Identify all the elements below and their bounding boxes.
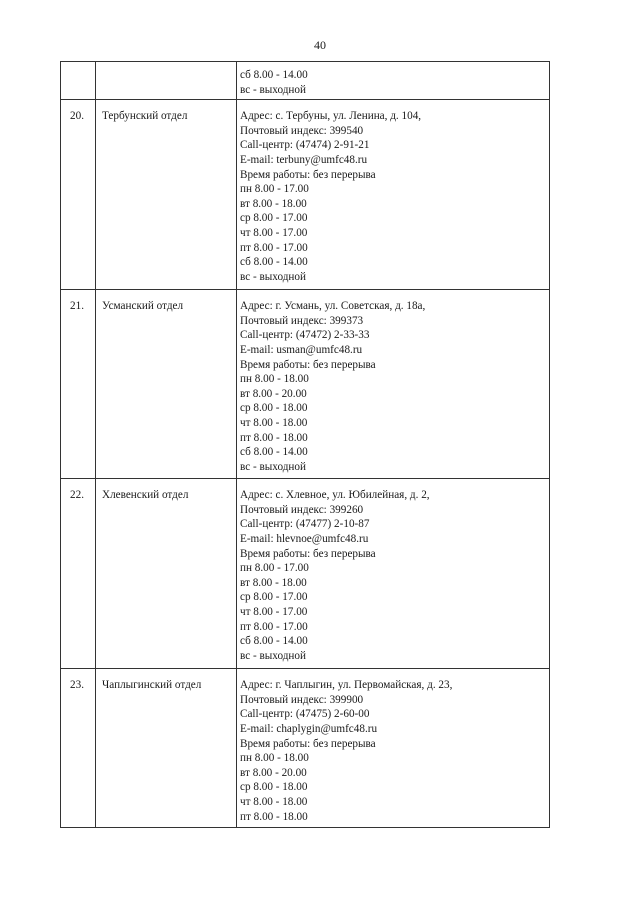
- office-row: [61, 479, 550, 669]
- office-hours-sun: вс - выходной: [240, 460, 306, 473]
- office-info-cell: [237, 100, 550, 290]
- office-hours-heading: Время работы: без перерыва: [240, 737, 376, 750]
- continuation-info-cell: [237, 62, 550, 100]
- office-hours-mon: пн 8.00 - 18.00: [240, 752, 309, 765]
- office-hours-sat: сб 8.00 - 14.00: [240, 256, 308, 269]
- office-info-cell: [237, 290, 550, 479]
- office-hours-thu: чт 8.00 - 18.00: [240, 416, 308, 429]
- office-address: Адрес: г. Усмань, ул. Советская, д. 18а,: [240, 300, 426, 313]
- office-number-cell: [61, 669, 96, 828]
- office-name: Чаплыгинский отдел: [102, 679, 202, 692]
- office-postal-code: Почтовый индекс: 399540: [240, 124, 364, 137]
- office-email: E-mail: terbuny@umfc48.ru: [240, 153, 368, 166]
- office-name-cell: [96, 290, 237, 479]
- office-number-cell: [61, 290, 96, 479]
- continuation-number-cell: [61, 62, 96, 100]
- office-address: Адрес: г. Чаплыгин, ул. Первомайская, д. 23,: [240, 679, 453, 692]
- office-hours-heading: Время работы: без перерыва: [240, 168, 376, 181]
- office-hours-tue: вт 8.00 - 18.00: [240, 576, 307, 589]
- office-hours-mon: пн 8.00 - 18.00: [240, 373, 309, 386]
- office-hours-mon: пн 8.00 - 17.00: [240, 183, 309, 196]
- office-name-cell: [96, 479, 237, 669]
- office-name: Тербунский отдел: [102, 110, 188, 123]
- continuation-name-cell: [96, 62, 237, 100]
- office-number-cell: [61, 479, 96, 669]
- office-row: [61, 669, 550, 828]
- office-name: Усманский отдел: [102, 300, 184, 313]
- office-number-cell: [61, 100, 96, 290]
- office-hours-sun: вс - выходной: [240, 270, 306, 283]
- office-call-center: Call-центр: (47475) 2-60-00: [240, 708, 370, 721]
- office-number: 22.: [70, 489, 84, 502]
- offices-table-body: [61, 62, 550, 828]
- office-hours-mon: пн 8.00 - 17.00: [240, 562, 309, 575]
- info-line: сб 8.00 - 14.00: [240, 69, 308, 81]
- office-email: E-mail: hlevnoe@umfc48.ru: [240, 532, 369, 545]
- office-hours-fri: пт 8.00 - 18.00: [240, 431, 308, 444]
- office-hours-fri: пт 8.00 - 18.00: [240, 810, 308, 823]
- office-hours-wed: ср 8.00 - 18.00: [240, 781, 308, 794]
- office-hours-tue: вт 8.00 - 18.00: [240, 197, 307, 210]
- office-hours-thu: чт 8.00 - 18.00: [240, 795, 308, 808]
- office-number: 20.: [70, 110, 84, 123]
- office-info-cell: [237, 479, 550, 669]
- office-hours-heading: Время работы: без перерыва: [240, 547, 376, 560]
- office-hours-thu: чт 8.00 - 17.00: [240, 226, 308, 239]
- office-hours-sun: вс - выходной: [240, 649, 306, 662]
- office-info-cell: [237, 669, 550, 828]
- office-email: E-mail: chaplygin@umfc48.ru: [240, 722, 378, 735]
- office-hours-tue: вт 8.00 - 20.00: [240, 766, 307, 779]
- office-call-center: Call-центр: (47472) 2-33-33: [240, 329, 370, 342]
- info-line: вс - выходной: [240, 83, 306, 96]
- office-postal-code: Почтовый индекс: 399260: [240, 503, 364, 516]
- office-hours-wed: ср 8.00 - 17.00: [240, 591, 308, 604]
- office-call-center: Call-центр: (47477) 2-10-87: [240, 518, 370, 531]
- office-email: E-mail: usman@umfc48.ru: [240, 343, 363, 356]
- office-hours-sat: сб 8.00 - 14.00: [240, 446, 308, 459]
- office-postal-code: Почтовый индекс: 399373: [240, 314, 364, 327]
- continuation-row: [61, 62, 550, 100]
- office-hours-wed: ср 8.00 - 17.00: [240, 212, 308, 225]
- office-row: [61, 290, 550, 479]
- office-address: Адрес: с. Хлевное, ул. Юбилейная, д. 2,: [240, 489, 430, 502]
- office-name-cell: [96, 100, 237, 290]
- office-hours-wed: ср 8.00 - 18.00: [240, 402, 308, 415]
- office-number: 23.: [70, 679, 84, 692]
- office-address: Адрес: с. Тербуны, ул. Ленина, д. 104,: [240, 110, 422, 123]
- office-hours-sat: сб 8.00 - 14.00: [240, 635, 308, 648]
- office-row: [61, 100, 550, 290]
- page-number: 40: [314, 38, 326, 52]
- office-hours-thu: чт 8.00 - 17.00: [240, 605, 308, 618]
- office-hours-heading: Время работы: без перерыва: [240, 358, 376, 371]
- office-hours-fri: пт 8.00 - 17.00: [240, 620, 308, 633]
- offices-table: [60, 61, 550, 828]
- office-name-cell: [96, 669, 237, 828]
- office-hours-fri: пт 8.00 - 17.00: [240, 241, 308, 254]
- office-postal-code: Почтовый индекс: 399900: [240, 693, 364, 706]
- office-name: Хлевенский отдел: [102, 489, 189, 502]
- office-number: 21.: [70, 300, 84, 313]
- office-hours-tue: вт 8.00 - 20.00: [240, 387, 307, 400]
- office-call-center: Call-центр: (47474) 2-91-21: [240, 139, 370, 152]
